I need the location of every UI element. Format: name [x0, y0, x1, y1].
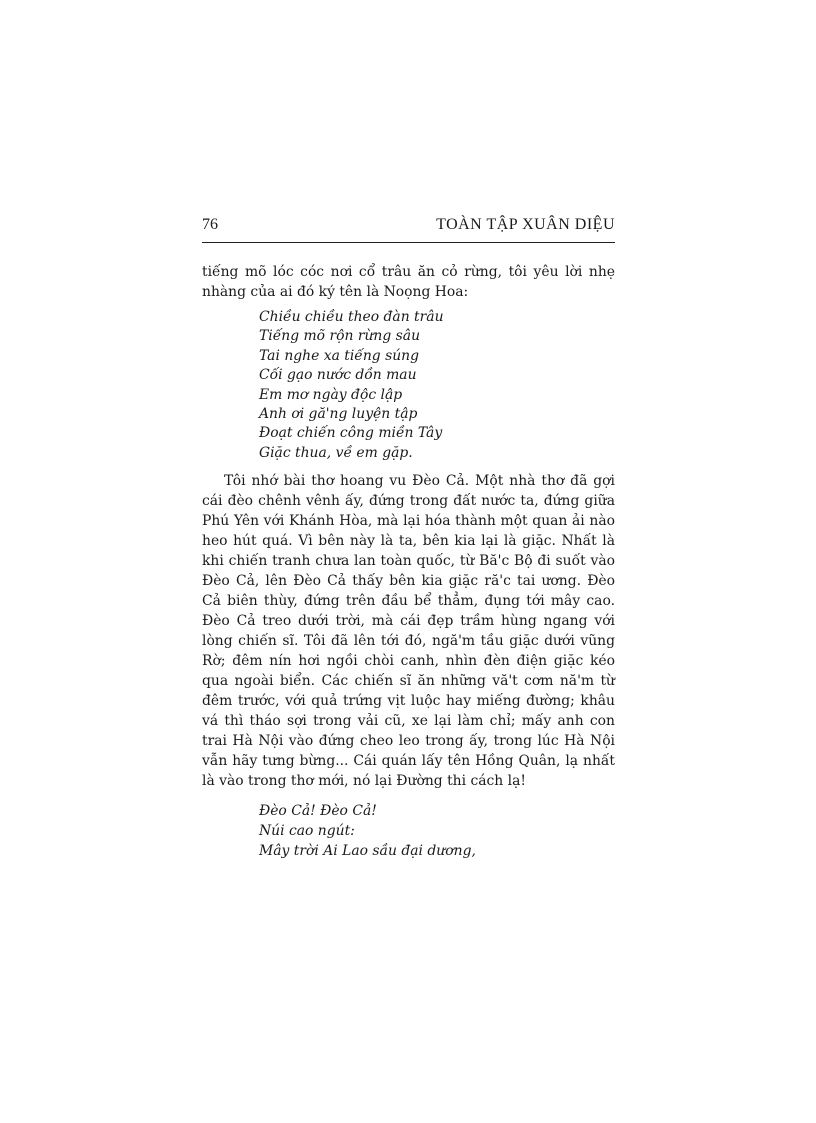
poem-line: Cối gạo nước dồn mau [259, 367, 417, 384]
poem-line: Anh ơi gă'ng luyện tập [259, 406, 418, 423]
poem-line: Đoạt chiến công miền Tây [259, 425, 443, 442]
poem-line: Tiếng mõ rộn rừng sâu [259, 328, 421, 345]
poem-line: Núi cao ngút: [259, 823, 355, 840]
paragraph-2: Tôi nhớ bài thơ hoang vu Đèo Cả. Một nhà thơ đã gợi cái đèo chênh vênh ấy, đứng trong đất nước ta, đứng giữa Phú Yên với Khánh Hòa, mà lại hóa thành một quan ải nào heo hút quá. Vì bên này là ta, bên kia lại là giặc. Nhất là khi chiến tranh chưa lan toàn quốc, từ Bă'c Bộ đi suốt vào Đèo Cả, lên Đèo Cả thấy bên kia giặc ră'c tai ương. Đèo Cả biên thùy, đứng trên đầu bể thẳm, đụng tới mây cao. Đèo Cả treo dưới trời, mà cái đẹp trầm hùng ngang với lòng chiến sĩ. Tôi đã lên tới đó, ngă'm tầu giặc dưới vũng Rờ; đêm nín hơi ngồi chòi canh, nhìn đèn điện giặc kéo qua ngoài biển. Các chiến sĩ ăn những vă't cơm nă'm từ đêm trước, với quả trứng vịt luộc hay miếng đường; khâu vá thì tháo sợi trong vải cũ, xe lại làm chỉ; mấy anh con trai Hà Nội vào đứng cheo leo trong ấy, trong lúc Hà Nội vẫn hãy tưng bừng... Cái quán lấy tên Hồng Quân, lạ nhất là vào trong thơ mới, nó lại Đường thi cách lạ! [202, 473, 615, 790]
paragraph-1: tiếng mõ lóc cóc nơi cổ trâu ăn cỏ rừng, tôi yêu lời nhẹ nhàng của ai đó ký tên là Noọng Hoa: [202, 264, 615, 300]
poem-line: Đèo Cả! Đèo Cả! [259, 803, 377, 820]
page-number: 76 [202, 216, 218, 233]
poem-2 [259, 801, 615, 861]
poem-line: Tai nghe xa tiếng súng [259, 347, 420, 364]
page-header [202, 214, 615, 243]
body-text [202, 262, 615, 869]
poem-line: Giặc thua, về em gặp. [259, 444, 413, 461]
poem-line: Chiều chiều theo đàn trâu [259, 309, 444, 325]
poem-1 [259, 308, 615, 463]
poem-line: Mây trời Ai Lao sầu đại dương, [259, 843, 476, 860]
poem-line: Em mơ ngày độc lập [259, 386, 403, 403]
running-title: TOÀN TẬP XUÂN DIỆU [436, 216, 615, 233]
